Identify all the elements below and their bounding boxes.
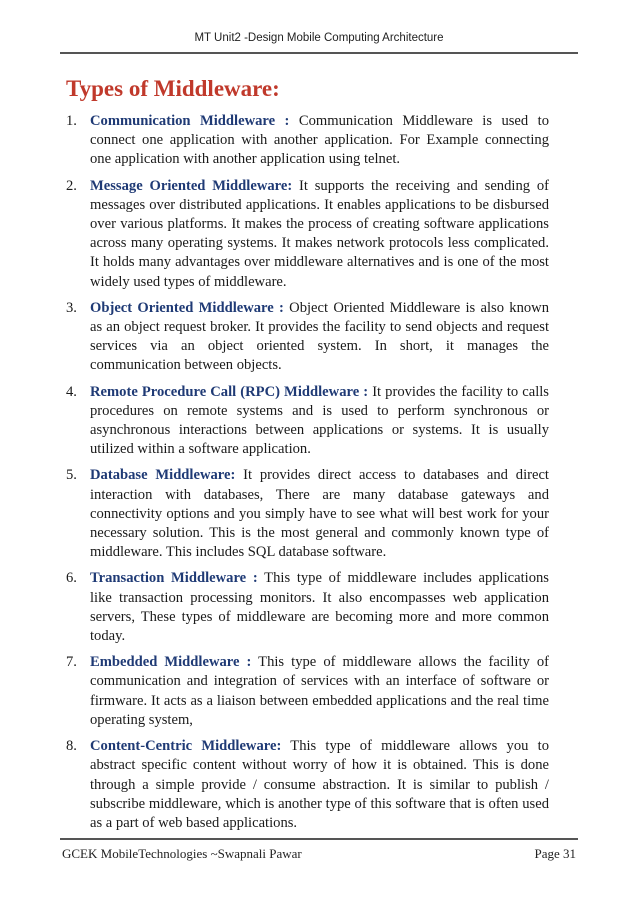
list-item (66, 112, 549, 170)
page-header: MT Unit2 -Design Mobile Computing Architecture (194, 32, 444, 44)
item-text: It provides the facility to calls procedures on remote systems and is used to perform synchronous or asynchronous interactions between applications or systems. It is usually utilized within a software application. (90, 383, 549, 458)
list-item (66, 737, 549, 833)
item-text: It provides direct access to databases and direct interaction with databases, There are many database gateways and connectivity options and you simply have to see what will best work for your necessary solution. This is the most general and commonly known type of middleware. This includes SQL database software. (90, 467, 549, 561)
item-term: Transaction Middleware : (90, 570, 258, 587)
item-text: This type of middleware includes applications like transaction processing monitors. It also encompasses web application servers, These types of middleware are becoming more and more common today. (90, 570, 549, 645)
item-term: Remote Procedure Call (RPC) Middleware : (90, 383, 369, 400)
item-text: It supports the receiving and sending of messages over distributed applications. It enables applications to be disbursed over various platforms. It makes the process of creating software applications across many operating systems. It makes network protocols less complicated. It holds many advantages over middleware alternatives and is one of the most widely used types of middleware. (90, 177, 549, 290)
item-text: This type of middleware allows you to abstract specific content without worry of how it is obtained. This is done through a simple provide / consume abstraction. It is similar to publish / subscribe middleware, which is another type of this software that is often used as a part of web based applications. (90, 738, 549, 831)
item-term: Database Middleware: (90, 467, 236, 484)
item-number: 8. (66, 738, 77, 755)
item-text: Communication Middleware is used to connect one application with another application. For Example connecting one application with another application using telnet. (90, 113, 549, 168)
footer-author: GCEK MobileTechnologies ~Swapnali Pawar (62, 846, 302, 861)
item-term: Embedded Middleware : (90, 654, 252, 671)
list-item (66, 299, 549, 376)
item-number: 2. (66, 177, 77, 194)
footer-divider (60, 838, 578, 840)
item-text: Object Oriented Middleware is also known as an object request broker. It provides the facility to send objects and request services via an object oriented system. In short, it manages the communication between objects. (90, 299, 549, 374)
list-item (66, 653, 549, 730)
item-number: 5. (66, 467, 77, 484)
item-number: 1. (66, 113, 77, 129)
list-item (66, 569, 549, 646)
item-term: Object Oriented Middleware : (90, 299, 284, 316)
header-divider (60, 52, 578, 54)
item-number: 6. (66, 570, 77, 587)
item-number: 4. (66, 383, 77, 400)
item-number: 3. (66, 299, 77, 316)
list-item (66, 177, 549, 292)
middleware-list (66, 112, 549, 840)
item-term: Communication Middleware : (90, 113, 290, 129)
list-item (66, 466, 549, 562)
list-item (66, 383, 549, 460)
item-text: This type of middleware allows the facility of communication and integration of services with an interface of software or firmware. It acts as a liaison between embedded applications and the real time operating system, (90, 654, 549, 728)
item-term: Content-Centric Middleware: (90, 738, 282, 755)
item-number: 7. (66, 654, 77, 671)
page-number: Page 31 (534, 846, 576, 861)
item-term: Message Oriented Middleware: (90, 177, 293, 194)
section-title: Types of Middleware: (66, 76, 280, 101)
